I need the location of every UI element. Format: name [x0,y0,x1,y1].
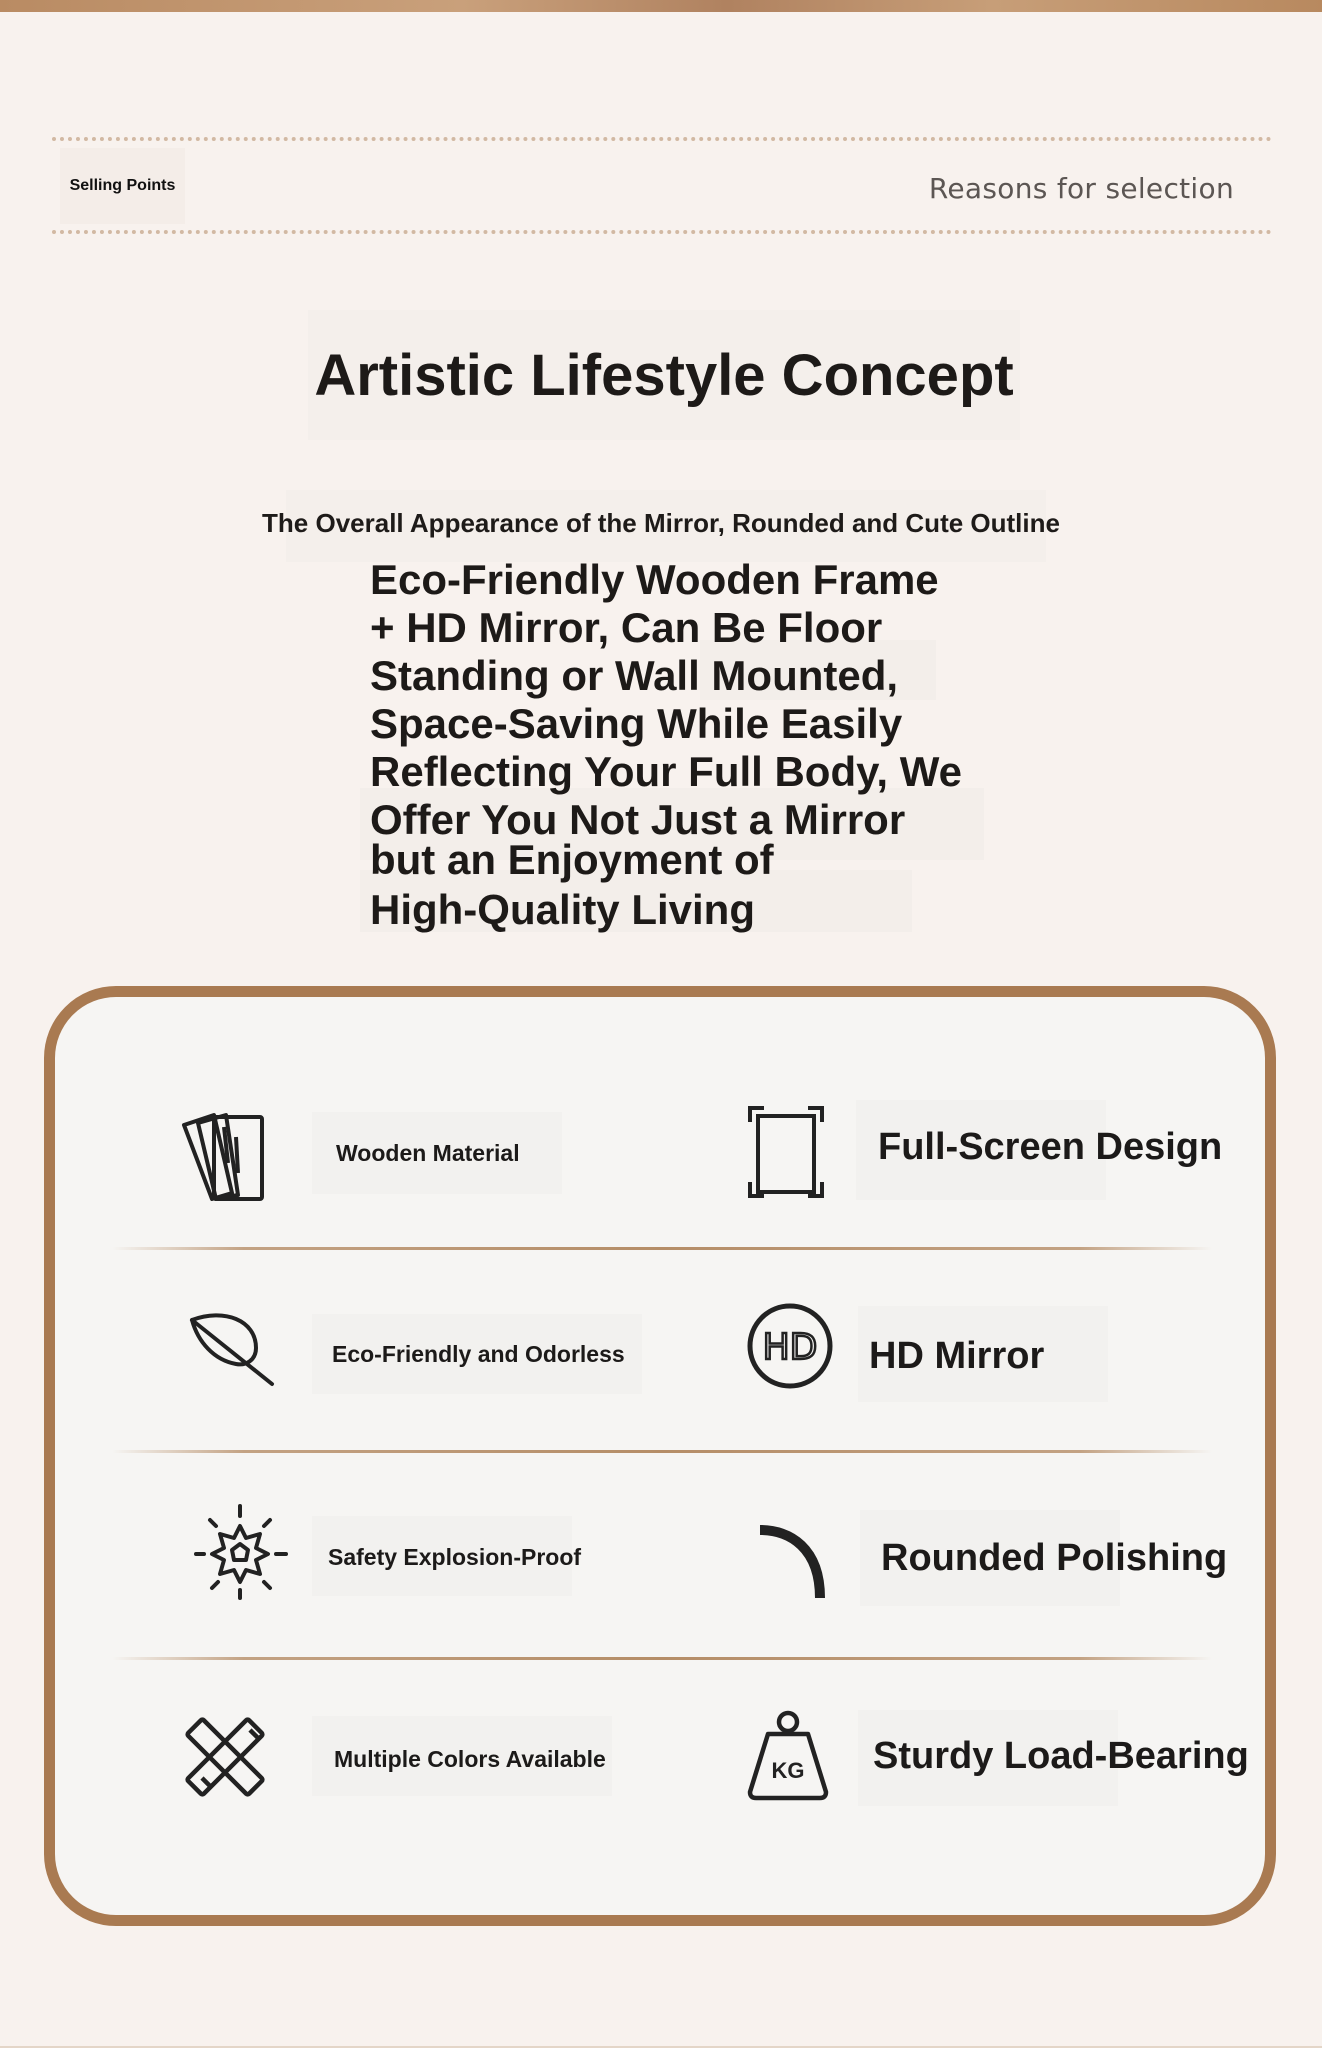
description-line: Offer You Not Just a Mirror [370,796,906,843]
reasons-for-selection: Reasons for selection [928,172,1234,205]
row-divider [112,1450,1212,1453]
description-line: Eco-Friendly Wooden Frame [370,556,939,603]
rounded-corner-icon [752,1518,852,1618]
subtitle: The Overall Appearance of the Mirror, Rounded and Cute Outline [262,508,1060,538]
description-line: + HD Mirror, Can Be Floor [370,604,883,651]
feature-label: HD Mirror [869,1335,1045,1377]
explosion-burst-icon [190,1502,290,1602]
full-screen-frame-icon [736,1100,836,1200]
feature-label: Eco-Friendly and Odorless [332,1341,625,1367]
description-paragraph [370,556,1010,934]
description-line: Reflecting Your Full Body, We [370,748,962,795]
description-line: High-Quality Living [370,886,755,933]
page-title: Artistic Lifestyle Concept [314,342,1014,408]
hd-icon-glyph: HD [762,1327,818,1368]
description-line: Space-Saving While Easily [370,700,903,747]
leaf-icon [184,1300,284,1400]
row-divider [112,1657,1212,1660]
row-divider [112,1247,1212,1250]
header-top-dotted-rule [52,137,1272,141]
main-title-panel [308,310,1020,440]
feature-label: Safety Explosion-Proof [328,1544,582,1570]
feature-label: Rounded Polishing [881,1537,1228,1579]
feature-label: Multiple Colors Available [334,1746,606,1772]
feature-label: Full-Screen Design [878,1126,1223,1168]
feature-label: Sturdy Load-Bearing [873,1735,1249,1777]
ruler-pencil-icon [180,1708,280,1808]
top-wood-strip [0,0,1322,12]
feature-label: Wooden Material [336,1140,520,1166]
description-line: Standing or Wall Mounted, [370,652,899,699]
wood-panels-icon [176,1107,276,1207]
kg-weight-icon [738,1706,838,1806]
header-bottom-dotted-rule [52,230,1272,234]
selling-points-label: Selling Points [69,177,176,194]
selling-points-tag [60,148,185,224]
hd-icon [740,1296,840,1396]
description-line: but an Enjoyment of [370,836,774,883]
weight-icon-label: KG [771,1758,805,1783]
